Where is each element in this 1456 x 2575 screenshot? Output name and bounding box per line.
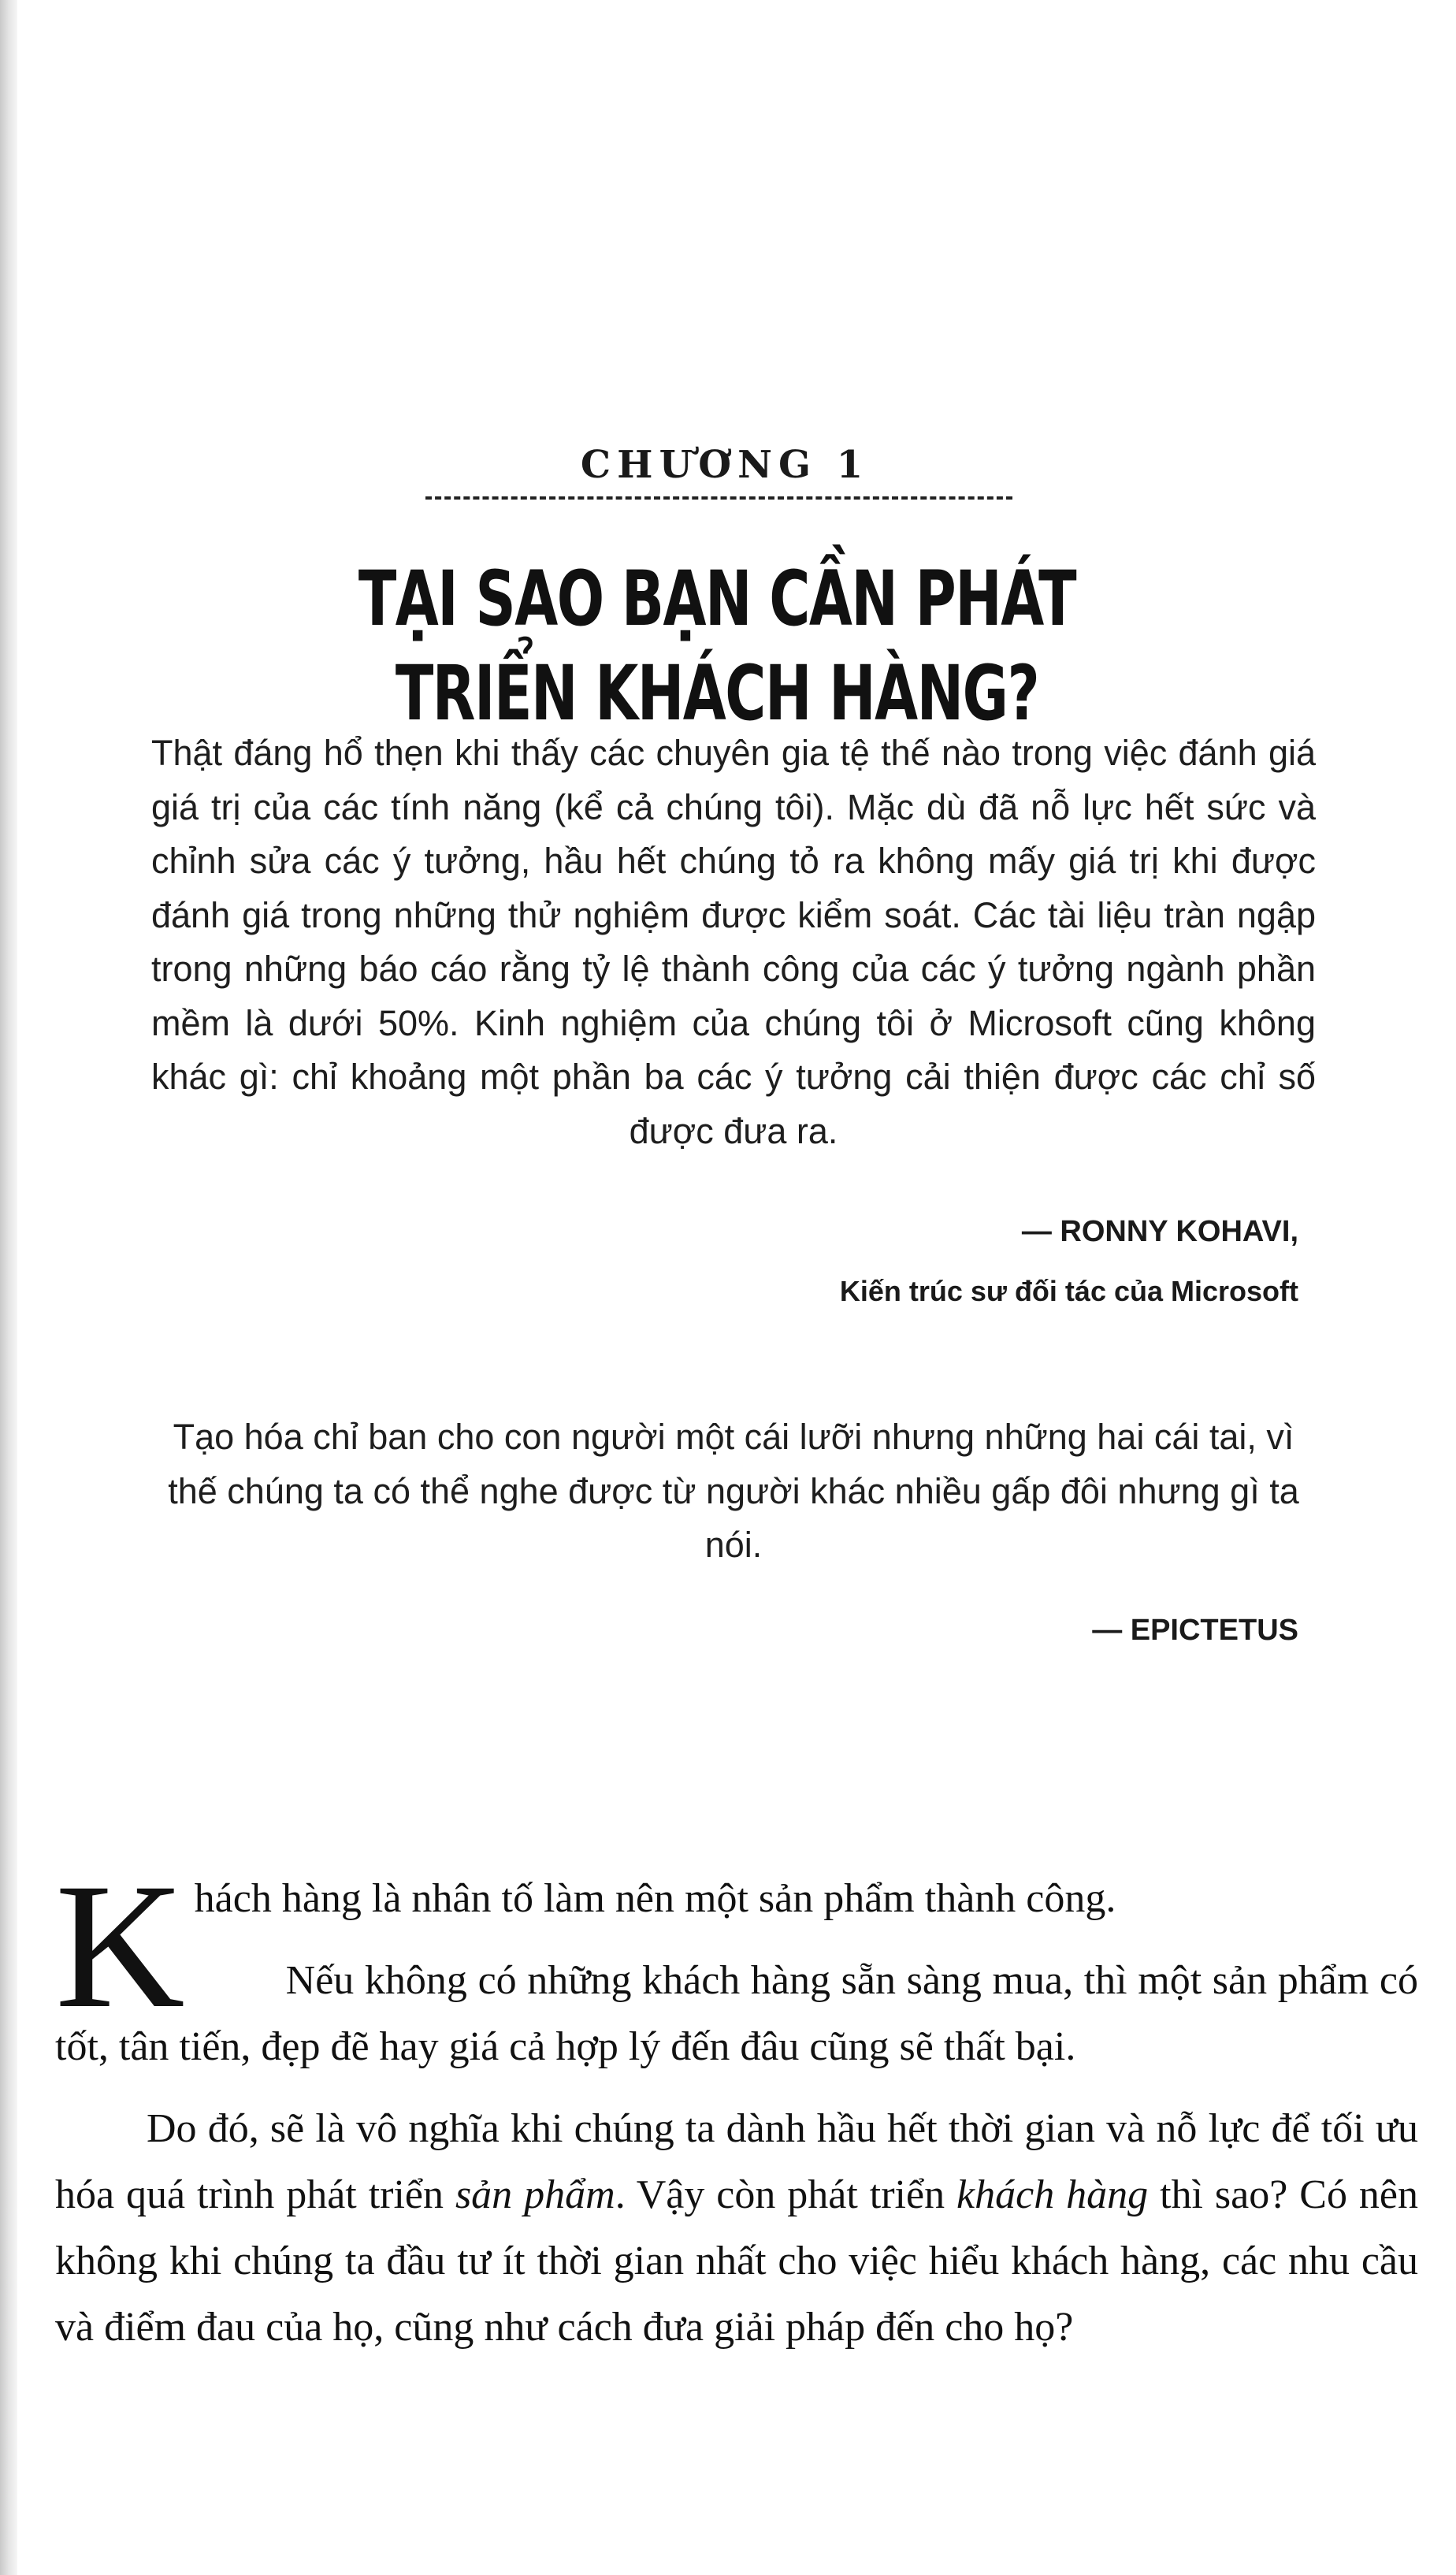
- chapter-body: [55, 1847, 1418, 2376]
- body-paragraph-3-part-b: . Vậy còn phát triển: [615, 2172, 957, 2217]
- epigraph-role-kohavi: Kiến trúc sư đối tác của Microsoft: [839, 1275, 1298, 1307]
- body-paragraph-3-part-a: Do đó, sẽ là vô nghĩa khi chúng ta dành hầu hết thời gian và nỗ lực để tối ưu hóa quá trình phát triển: [55, 2106, 1418, 2217]
- body-paragraph-1-text: hách hàng là nhân tố làm nên một sản phẩm thành công.: [194, 1876, 1116, 1921]
- drop-cap: K: [55, 1847, 185, 2046]
- page-gutter-shadow: [0, 0, 17, 2575]
- chapter-title: TẠI SAO BẠN CẦN PHÁT TRIỂN KHÁCH HÀNG?: [358, 555, 1076, 738]
- epigraph-quote-epictetus: Tạo hóa chỉ ban cho con người một cái lưỡi nhưng những hai cái tai, vì thế chúng ta có thể nghe được từ người khác nhiều gấp đôi nhưng gì ta nói.: [168, 1417, 1299, 1565]
- emphasis-khach-hang: khách hàng: [956, 2172, 1149, 2217]
- body-paragraph-3: [55, 2096, 1418, 2361]
- epigraph-quote-kohavi: Thật đáng hổ thẹn khi thấy các chuyên gia tệ thế nào trong việc đánh giá giá trị của các tính năng (kể cả chúng tôi). Mặc dù đã nỗ lực hết sức và chỉnh sửa các ý tưởng, hầu hết chúng tỏ ra không mấy giá trị khi được đánh giá trong những thử nghiệm được kiểm soát. Các tài liệu tràn ngập trong những báo cáo rằng tỷ lệ thành công của các ý tưởng ngành phần mềm là dưới 50%. Kinh nghiệm của chúng tôi ở Microsoft cũng không khác gì: chỉ khoảng một phần ba các ý tưởng cải thiện được các chỉ số được đưa ra.: [151, 733, 1316, 1151]
- epigraph-author-kohavi: — RONNY KOHAVI,: [1021, 1215, 1298, 1248]
- chapter-label: CHƯƠNG 1: [580, 443, 870, 487]
- body-paragraph-3-part-c: thì sao? Có nên không khi chúng ta đầu tư ít thời gian nhất cho việc hiểu khách hàng, các nhu cầu và điểm đau của họ, cũng như cách đưa giải pháp đến cho họ?: [55, 2172, 1418, 2350]
- chapter-dashed-rule: [425, 496, 1012, 500]
- body-paragraph-2: Nếu không có những khách hàng sẵn sàng mua, thì một sản phẩm có tốt, tân tiến, đẹp đẽ hay giá cả hợp lý đến đâu cũng sẽ thất bại.: [55, 1958, 1418, 2069]
- emphasis-san-pham: sản phẩm: [455, 2172, 615, 2217]
- epigraph-author-epictetus: — EPICTETUS: [1092, 1614, 1298, 1647]
